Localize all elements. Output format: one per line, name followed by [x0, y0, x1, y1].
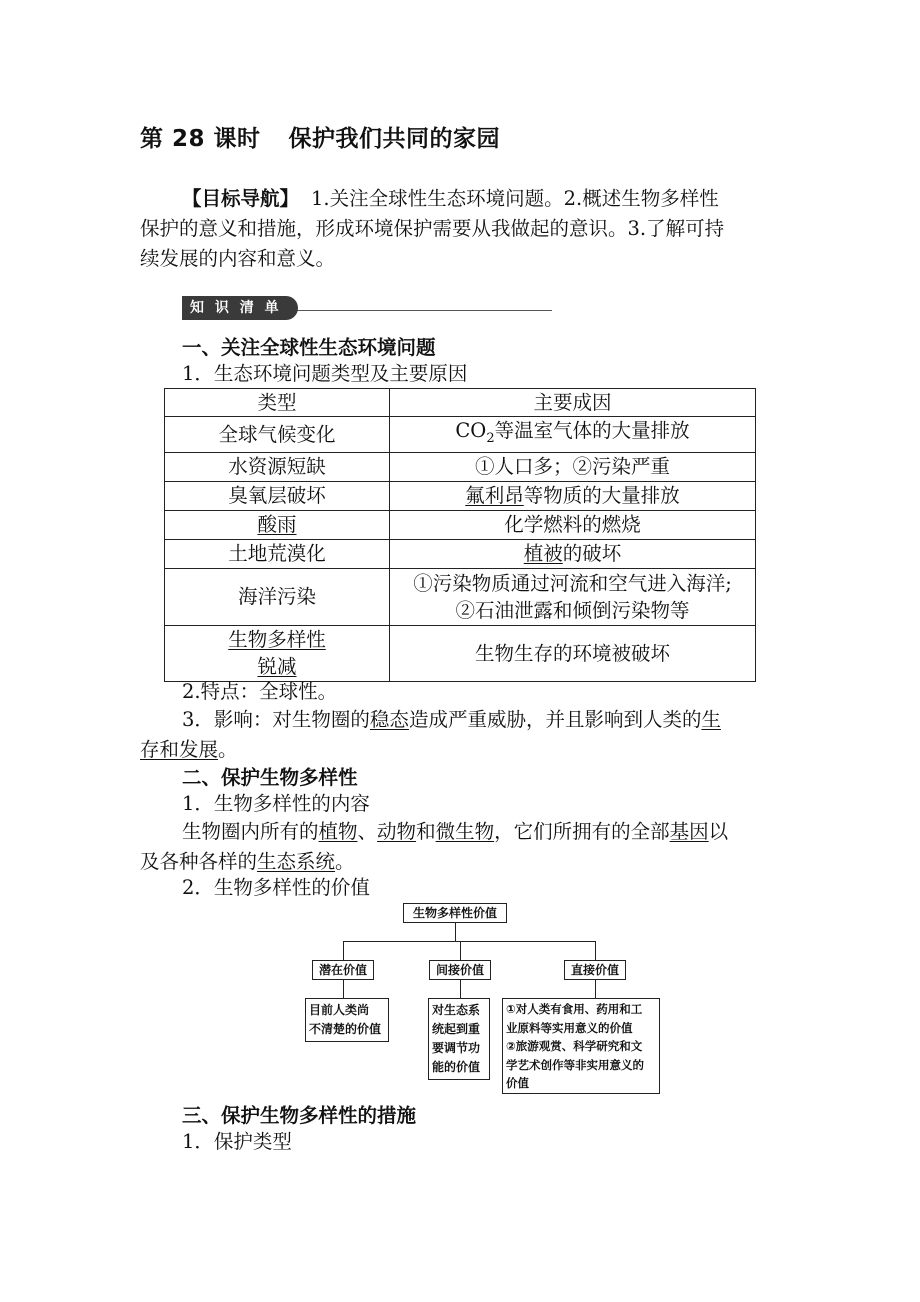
goal-line-1: 1.关注全球性生态环境问题。2.概述生物多样性 [311, 187, 719, 210]
connector [460, 941, 461, 960]
header-cause: 主要成因 [390, 389, 756, 417]
header-type: 类型 [165, 389, 390, 417]
cause-cell: 植被的破坏 [390, 539, 756, 568]
connector [343, 941, 596, 942]
type-cell: 海洋污染 [165, 568, 390, 625]
connector [343, 980, 344, 998]
type-cell: 水资源短缺 [165, 452, 390, 481]
section-1-sub-1: 1．生态环境问题类型及主要原因 [182, 362, 468, 385]
goal-line-3: 续发展的内容和意义。 [140, 247, 336, 270]
table-row [165, 568, 756, 625]
section-2-heading: 二、保护生物多样性 [182, 766, 358, 789]
table-row [165, 481, 756, 510]
section-3-sub-1: 1．保护类型 [182, 1130, 292, 1153]
cause-cell: ①人口多；②污染严重 [390, 452, 756, 481]
table-row [165, 510, 756, 539]
cause-cell: 化学燃料的燃烧 [390, 510, 756, 539]
leaf-potential: 目前人类尚 不清楚的价值 [305, 998, 389, 1042]
section-tag: 知 识 清 单 ● [182, 296, 298, 320]
branch-indirect-value: 间接价值 [429, 960, 491, 980]
table-row [165, 539, 756, 568]
connector [343, 941, 344, 960]
table-row [165, 417, 756, 453]
leaf-direct: ①对人类有食用、药用和工 业原料等实用意义的价值 ②旅游观赏、科学研究和文 学艺术创作等非实用意义的 价值 [502, 998, 660, 1094]
table-header-row [165, 389, 756, 417]
section-1-sub-3: 3．影响：对生物圈的稳态造成严重威胁，并且影响到人类的生 存和发展。 [140, 708, 721, 761]
page-title [140, 120, 500, 153]
branch-potential-value: 潜在价值 [312, 960, 374, 980]
environment-problems-table [164, 388, 756, 682]
type-cell: 臭氧层破坏 [165, 481, 390, 510]
section-2-sub-2: 2．生物多样性的价值 [182, 876, 370, 899]
cause-cell: ①污染物质通过河流和空气进入海洋; ②石油泄露和倾倒污染物等 [390, 568, 756, 625]
branch-direct-value: 直接价值 [564, 960, 626, 980]
section-2-sub-1: 1．生物多样性的内容 [182, 792, 370, 815]
type-cell: 土地荒漠化 [165, 539, 390, 568]
connector [460, 980, 461, 998]
lesson-title: 保护我们共同的家园 [288, 126, 501, 152]
connector [455, 923, 456, 941]
diagram-root: 生物多样性价值 [403, 903, 507, 923]
cause-cell: 生物生存的环境被破坏 [390, 625, 756, 681]
cause-cell: $CO_2$等温室气体的大量排放 [390, 417, 756, 453]
lesson-number: 第 28 课时 [140, 126, 261, 152]
table-row [165, 625, 756, 681]
section-3-heading: 三、保护生物多样性的措施 [182, 1104, 417, 1127]
connector [595, 941, 596, 960]
goal-label: 【目标导航】 [182, 187, 300, 210]
goal-paragraph [140, 184, 790, 274]
goal-line-2: 保护的意义和措施，形成环境保护需要从我做起的意识。3.了解可持 [140, 217, 725, 240]
section-1-heading: 一、关注全球性生态环境问题 [182, 336, 436, 359]
connector [595, 980, 596, 998]
biodiversity-paragraph: 生物圈内所有的植物、动物和微生物，它们所拥有的全部基因以 及各种各样的生态系统。 [140, 820, 729, 873]
section-divider [294, 310, 552, 311]
table-row [165, 452, 756, 481]
section-bar [182, 296, 552, 340]
section-1-sub-2: 2.特点：全球性。 [182, 680, 338, 703]
type-cell: 酸雨 [165, 510, 390, 539]
type-cell: 生物多样性 锐减 [165, 625, 390, 681]
cause-cell: 氟利昂等物质的大量排放 [390, 481, 756, 510]
leaf-indirect: 对生态系 统起到重 要调节功 能的价值 [428, 998, 490, 1080]
type-cell: 全球气候变化 [165, 417, 390, 453]
